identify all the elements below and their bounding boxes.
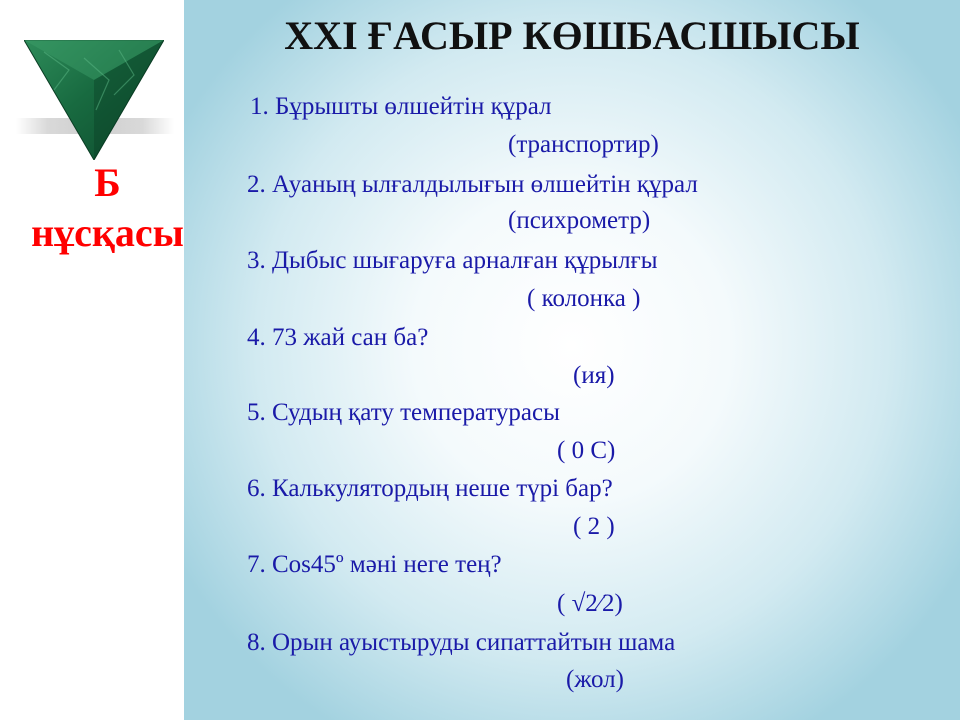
question-6: 6. Калькулятордың неше түрі бар?	[247, 475, 613, 502]
variant-word: нұсқасы	[31, 210, 184, 255]
green-triangle-gem-icon	[24, 40, 164, 160]
answer-5: ( 0 С)	[557, 437, 616, 464]
question-5: 5. Судың қату температурасы	[247, 399, 560, 426]
answer-2: (психрометр)	[508, 207, 651, 234]
answer-6: ( 2 )	[573, 513, 615, 540]
answer-4: (ия)	[573, 362, 615, 389]
question-8: 8. Орын ауыстыруды сипаттайтын шама	[247, 629, 676, 656]
question-2: 2. Ауаның ылғалдылығын өлшейтін құрал	[247, 171, 698, 198]
answer-1: (транспортир)	[508, 131, 659, 158]
question-1: 1. Бұрышты өлшейтін құрал	[250, 93, 552, 120]
answer-7: ( √2⁄2)	[557, 590, 623, 617]
question-4: 4. 73 жай сан ба?	[247, 324, 429, 351]
answer-3: ( колонка )	[527, 285, 641, 312]
variant-label	[10, 158, 205, 258]
answer-8: (жол)	[566, 666, 624, 693]
question-7: 7. Cos45º мәні неге тең?	[247, 551, 502, 578]
variant-letter: Б	[94, 160, 121, 205]
question-3: 3. Дыбыс шығаруға арналған құрылғы	[247, 247, 658, 274]
slide-title: XXI ҒАСЫР КӨШБАСШЫСЫ	[284, 13, 860, 58]
